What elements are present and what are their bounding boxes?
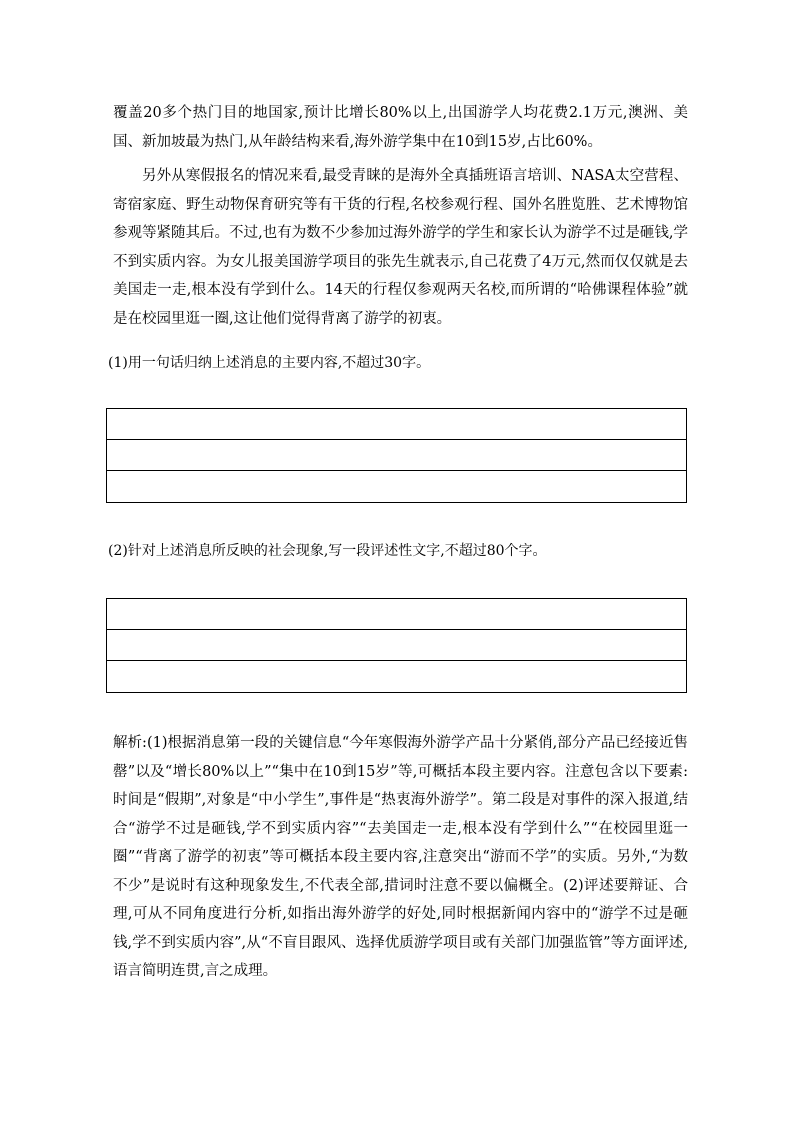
paragraph-winter-registration: 另外从寒假报名的情况来看,最受青睐的是海外全真插班语言培训、NASA太空营程、寄宿家庭、野生动物保育研究等有干货的行程,名校参观行程、国外名胜览胜、艺术博物馆参观等紧随其后。不过,也有为数不少参加过海外游学的学生和家长认为游学不过是砸钱,学不到实质内容。为女儿报美国游学项目的张先生就表示,自己花费了4万元,然而仅仅就是去美国走一走,根本没有学到什么。14天的行程仅参观两天名校,而所谓的“哈佛课程体验”就是在校园里逛一圈,这让他们觉得背离了游学的初衷。 (113, 168, 688, 327)
answer-line[interactable] (107, 630, 686, 661)
answer-box-2[interactable] (106, 598, 687, 693)
answer-line[interactable] (107, 471, 686, 502)
question-2: (2)针对上述消息所反映的社会现象,写一段评述性文字,不超过80个字。 (108, 543, 547, 559)
paragraph-statistics: 覆盖20多个热门目的地国家,预计比增长80%以上,出国游学人均花费2.1万元,澳洲、美国、新加坡最为热门,从年龄结构来看,海外游学集中在10到15岁,占比60%。 (113, 105, 688, 150)
answer-line[interactable] (107, 599, 686, 630)
answer-line[interactable] (107, 409, 686, 440)
answer-line[interactable] (107, 661, 686, 692)
answer-box-1[interactable] (106, 408, 687, 503)
question-1: (1)用一句话归纳上述消息的主要内容,不超过30字。 (108, 355, 431, 371)
answer-line[interactable] (107, 440, 686, 471)
analysis-text: 解析:(1)根据消息第一段的关键信息“今年寒假海外游学产品十分紧俏,部分产品已经接近售罄”以及“增长80%以上”“集中在10到15岁”等,可概括本段主要内容。注意包含以下要素:时间是“假期”,对象是“中小学生”,事件是“热衷海外游学”。第二段是对事件的深入报道,结合“游学不过是砸钱,学不到实质内容”“去美国走一走,根本没有学到什么”“在校园里逛一圈”“背离了游学的初衷”等可概括本段主要内容,注意突出“游而不学”的实质。另外,“为数不少”是说时有这种现象发生,不代表全部,措词时注意不要以偏概全。(2)评述要辩证、合理,可从不同角度进行分析,如指出海外游学的好处,同时根据新闻内容中的“游学不过是砸钱,学不到实质内容”,从“不盲目跟风、选择优质游学项目或有关部门加强监管”等方面评述,语言简明连贯,言之成理。 (113, 735, 688, 979)
